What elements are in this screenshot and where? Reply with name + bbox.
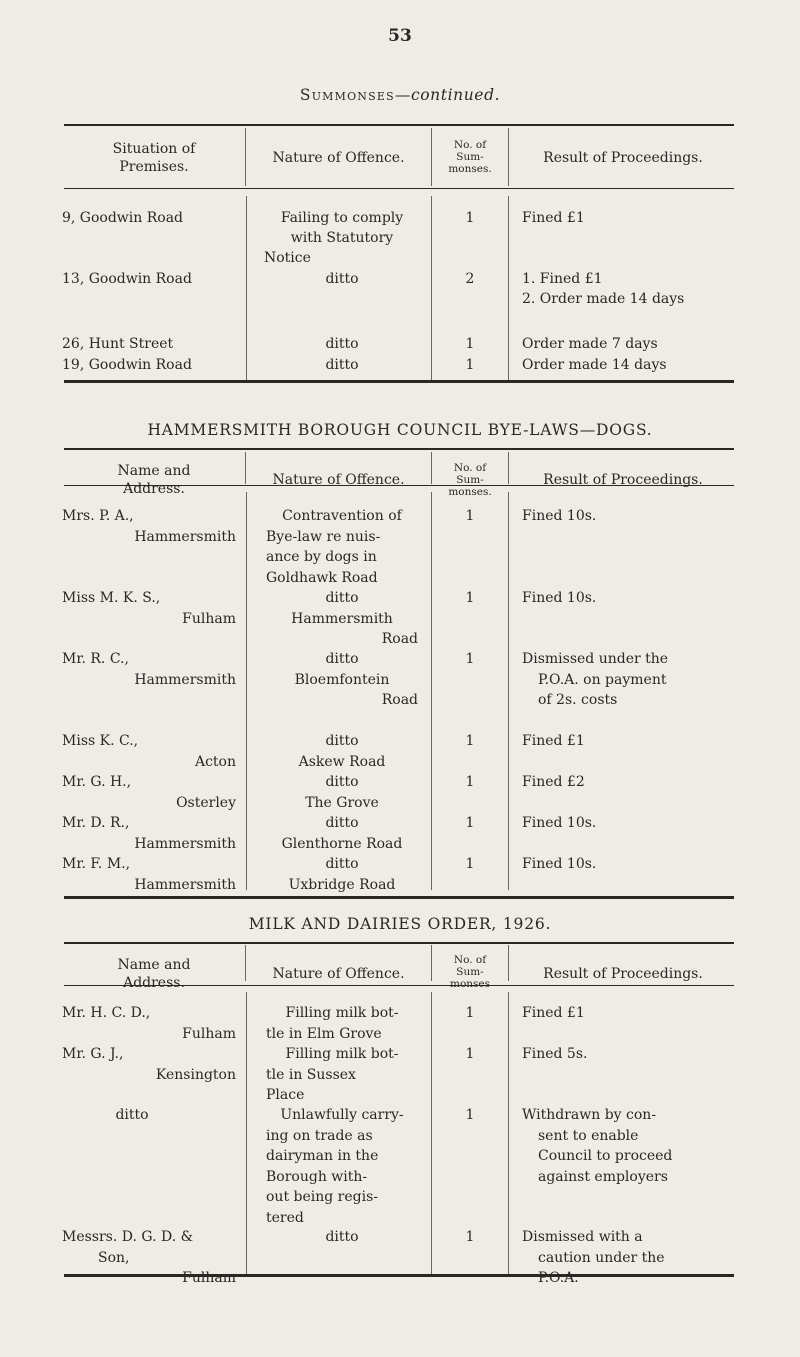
result-cell: Fined £1 [522, 1005, 585, 1021]
column-header-result: Result of Proceedings. [543, 966, 703, 982]
heading-main: Summonses [299, 86, 395, 104]
name-address-cell: Miss M. K. S., Fulham [62, 590, 236, 627]
section-title-bye-laws: HAMMERSMITH BOROUGH COUNCIL BYE-LAWS—DOGS. [147, 421, 653, 439]
name-address-cell: Mr. G. H., Osterley [62, 774, 236, 811]
offence-cell: ditto Askew Road [298, 733, 386, 770]
result-cell: Fined £2 [522, 774, 585, 790]
table-rule [64, 188, 734, 189]
column-header-result: Result of Proceedings. [543, 472, 703, 488]
summons-count-cell: 1 [465, 815, 475, 831]
offence-cell: ditto Bloemfontein Road [294, 651, 418, 708]
summons-count-cell: 1 [465, 1005, 475, 1021]
column-header-offence: Nature of Offence. [272, 150, 405, 166]
name-address-cell: ditto [115, 1107, 149, 1123]
name-address-cell: Messrs. D. G. D. & Son, Fulham [62, 1229, 236, 1286]
result-cell: Withdrawn by con- sent to enable Council to proceed against employers [522, 1107, 673, 1185]
page-number: 53 [388, 26, 412, 46]
offence-cell: Filling milk bot- tle in Sussex Place [266, 1046, 399, 1103]
name-address-cell: Mr. R. C., Hammersmith [62, 651, 236, 688]
offence-cell: ditto [325, 1229, 359, 1245]
name-address-cell: Mr. F. M., Hammersmith [62, 856, 236, 893]
offence-cell: ditto Glenthorne Road [281, 815, 403, 852]
summons-count-cell: 1 [465, 1046, 475, 1062]
summons-count-cell: 1 [465, 1229, 475, 1245]
name-address-cell: Mrs. P. A., Hammersmith [62, 508, 236, 545]
summons-count-cell: 1 [465, 856, 475, 872]
result-cell: Fined 10s. [522, 856, 597, 872]
summons-count-cell: 1 [465, 590, 475, 606]
offence-cell: ditto The Grove [305, 774, 379, 811]
result-cell: Dismissed with a caution under the P.O.A. [522, 1229, 665, 1286]
summons-count-cell: 1 [465, 733, 475, 749]
column-header-offence: Nature of Offence. [272, 966, 405, 982]
column-header-summonses: No. of Sum- monses. [448, 139, 492, 175]
name-address-cell: Mr. D. R., Hammersmith [62, 815, 236, 852]
summons-count-cell: 1 [465, 508, 475, 524]
column-header-name: Name and Address. [117, 463, 191, 497]
offence-cell: Unlawfully carry- ing on trade as dairyman in the Borough with- out being regis- tered [266, 1107, 404, 1226]
offence-cell: ditto Hammersmith Road [291, 590, 418, 647]
offence-cell: Filling milk bot- tle in Elm Grove [266, 1005, 399, 1042]
table-rule [64, 1274, 734, 1277]
result-cell: Fined 10s. [522, 508, 597, 524]
table-rule [64, 380, 734, 383]
column-header-offence: Nature of Offence. [272, 472, 405, 488]
result-cell: Fined 5s. [522, 1046, 588, 1062]
table-rule [64, 985, 734, 986]
name-address-cell: Miss K. C., Acton [62, 733, 236, 770]
column-header-result: Result of Proceedings. [543, 150, 703, 166]
column-header-situation: Situation of Premises. [112, 141, 196, 175]
summons-count-cell: 1 [465, 774, 475, 790]
summons-count-cell: 1 [465, 1107, 475, 1123]
result-cell: Fined £1 [522, 733, 585, 749]
heading-continued: —continued. [394, 86, 501, 104]
result-cell: Fined 10s. [522, 815, 597, 831]
name-address-cell: Mr. H. C. D., Fulham [62, 1005, 236, 1042]
result-cell: Fined 10s. [522, 590, 597, 606]
table-rule [64, 448, 734, 450]
result-cell: Dismissed under the P.O.A. on payment of 2s. costs [522, 651, 669, 708]
table-rule [64, 942, 734, 944]
column-header-summonses: No. of Sum- monses. [448, 462, 492, 498]
table-rule [64, 485, 734, 486]
column-header-name: Name and Address. [117, 957, 191, 991]
summons-count-cell: 1 [465, 651, 475, 667]
table-rule [64, 124, 734, 126]
offence-cell: ditto Uxbridge Road [288, 856, 396, 893]
column-header-summonses: No. of Sum- monses [449, 954, 491, 990]
section-title-milk-dairies: MILK AND DAIRIES ORDER, 1926. [248, 915, 552, 933]
offence-cell: Contravention of Bye-law re nuis- ance by dogs in Goldhawk Road [266, 508, 402, 586]
table-rule [64, 896, 734, 899]
page-heading [0, 86, 800, 104]
name-address-cell: Mr. G. J., Kensington [62, 1046, 236, 1083]
